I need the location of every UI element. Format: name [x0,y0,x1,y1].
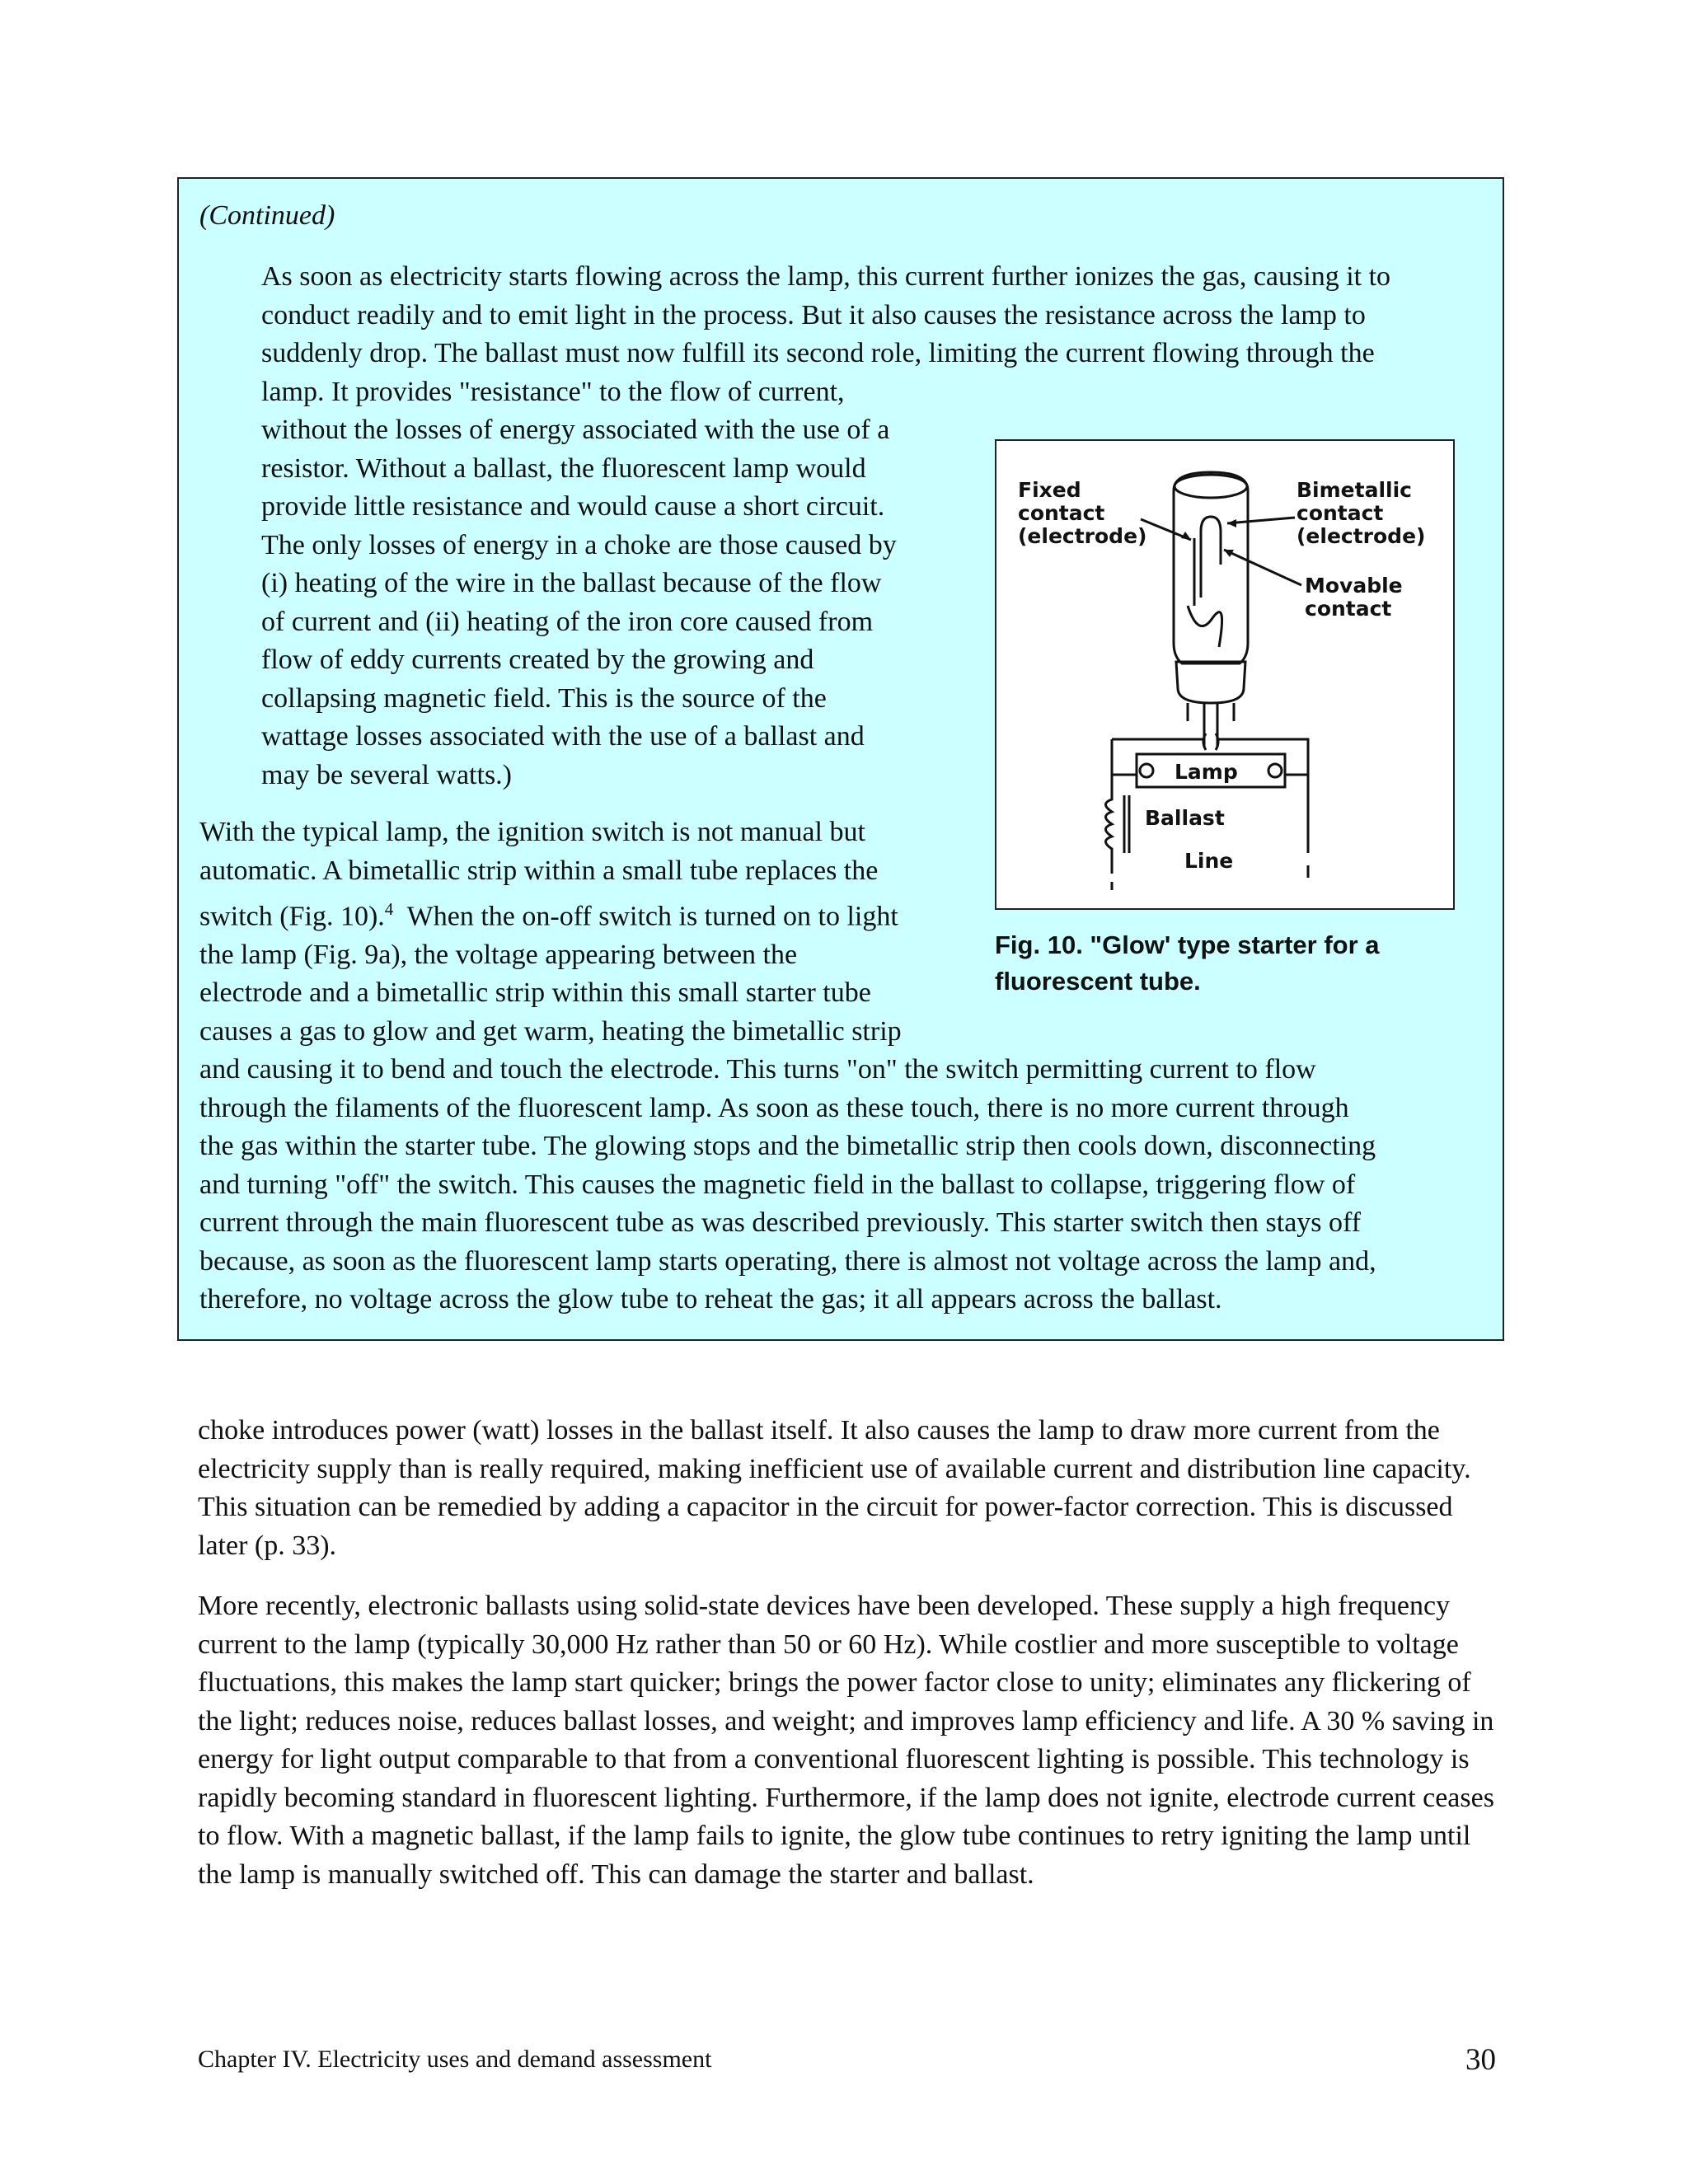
label-fixed-electrode: (electrode) [1018,524,1147,548]
movable-leader [1224,550,1301,585]
text-line: and causing it to bend and touch the electrode. This turns "on" the switch permitting current to flow [199,1054,1316,1085]
text-line: electrode and a bimetallic strip within this small starter tube [199,977,871,1009]
electronic-ballast-paragraph: More recently, electronic ballasts using solid-state devices have been developed. These supply a high frequency current to the lamp (typically 30,000 Hz rather than 50 or 60 Hz). While costlier and more susceptible to voltage fluctuations, this makes the lamp start quicker; brings the power factor close to unity; eliminates any flickering of the light; reduces noise, reduces ballast losses, and weight; and improves lamp efficiency and life. A 30 % saving in energy for light output comparable to that from a conventional fluorescent lighting is possible. This technology is rapidly becoming standard in fluorescent lighting. Furthermore, if the lamp does not ignite, electrode current ceases to flow. With a magnetic ballast, if the lamp fails to ignite, the glow tube continues to retry igniting the lamp until the lamp is manually switched off. This can damage the starter and ballast. [198,1591,1494,1890]
label-bimetallic-contact: contact [1296,501,1384,525]
caption-line: Fig. 10. "Glow' type starter for a [995,930,1380,959]
bimetallic-strip [1201,517,1221,598]
label-movable-contact: contact [1305,597,1392,621]
text-line: collapsing magnetic field. This is the source of the [261,682,827,714]
text-line: the gas within the starter tube. The glowing stops and the bimetallic strip then cools down, disconnecting [199,1131,1376,1162]
text-line: causes a gas to glow and get warm, heating the bimetallic strip [199,1015,902,1047]
text-line: and turning "off" the switch. This causes the magnetic field in the ballast to collapse, triggering flow of [199,1169,1356,1200]
bimetallic-arrowhead [1227,519,1236,527]
text-line: therefore, no voltage across the glow tube to reheat the gas; it all appears across the ballast. [199,1284,1222,1315]
label-movable: Movable [1305,574,1403,598]
text-line: automatic. A bimetallic strip within a small tube replaces the [199,855,879,886]
starter-bulb [1174,472,1248,663]
caption-line: fluorescent tube. [995,967,1201,996]
text-line: lamp. It provides "resistance" to the flow of current, [261,376,845,407]
capacitor [1203,733,1218,750]
label-lamp: Lamp [1175,760,1238,784]
figure-frame [995,439,1455,910]
page-number: 30 [1465,2043,1496,2077]
text-line: conduct readily and to emit light in the process. But it also causes the resistance across the lamp to [261,299,1366,330]
continued-label: (Continued) [199,200,335,231]
text-line [199,890,966,936]
ballast-core [1124,795,1129,853]
starter-base [1176,662,1245,703]
text-line: resistor. Without a ballast, the fluorescent lamp would [261,452,866,484]
text-line: current through the main fluorescent tube as was described previously. This starter switch then stays off [199,1207,1362,1239]
text-fragment: When the on-off switch is turned on to light [393,901,898,932]
text-line: of current and (ii) heating of the iron core caused from [261,606,874,637]
lamp-filament-left [1140,764,1153,777]
text-line: suddenly drop. The ballast must now fulfill its second role, limiting the current flowing through the [261,338,1375,368]
label-fixed: Fixed [1018,478,1081,502]
text-line: flow of eddy currents created by the growing and [261,644,814,675]
glow-starter-diagram [996,441,1456,912]
text-line: without the losses of energy associated with the use of a [261,415,890,445]
text-line: through the filaments of the fluorescent lamp. As soon as these touch, there is no more current through [199,1092,1349,1123]
bimetallic-leader [1227,518,1295,523]
figure-caption [995,927,1473,1000]
text-line: because, as soon as the fluorescent lamp starts operating, there is almost not voltage across the lamp and, [199,1245,1376,1277]
choke-paragraph: choke introduces power (watt) losses in the ballast itself. It also causes the lamp to draw more current from the electricity supply than is really required, making inefficient use of available current and distribution line capacity. This situation can be remedied by adding a capacitor in the circuit for power-factor correction. This is discussed later (p. 33). [198,1415,1471,1561]
text-line: With the typical lamp, the ignition switch is not manual but [199,817,865,847]
footnote-ref[interactable]: 4 [384,899,394,919]
ballast-coil [1106,787,1113,857]
label-ballast: Ballast [1145,806,1225,830]
text-line: (i) heating of the wire in the ballast because of the flow [261,568,882,598]
continued-text-box [177,177,1504,1341]
internal-wire [1188,606,1222,647]
label-fixed-contact: contact [1018,501,1105,525]
lamp-filament-right [1268,764,1282,777]
text-fragment: switch (Fig. 10). [199,901,385,932]
text-line: the lamp (Fig. 9a), the voltage appearing between the [199,939,798,970]
starter-pins [1188,703,1234,721]
label-line: Line [1184,849,1234,873]
bulb-top [1175,475,1247,498]
text-line: wattage losses associated with the use of a ballast and [261,721,865,752]
label-bimetallic: Bimetallic [1296,478,1412,502]
footer-chapter-title: Chapter IV. Electricity uses and demand assessment [198,2046,712,2073]
starter-leads [1204,703,1217,746]
figure-10 [995,439,1455,1087]
text-line: As soon as electricity starts flowing across the lamp, this current further ionizes the gas, causing it to [261,261,1391,292]
label-bimetallic-electrode: (electrode) [1296,524,1426,548]
text-line: may be several watts.) [261,759,512,790]
text-line: The only losses of energy in a choke are those caused by [261,529,897,560]
text-line: provide little resistance and would cause a short circuit. [261,491,885,522]
